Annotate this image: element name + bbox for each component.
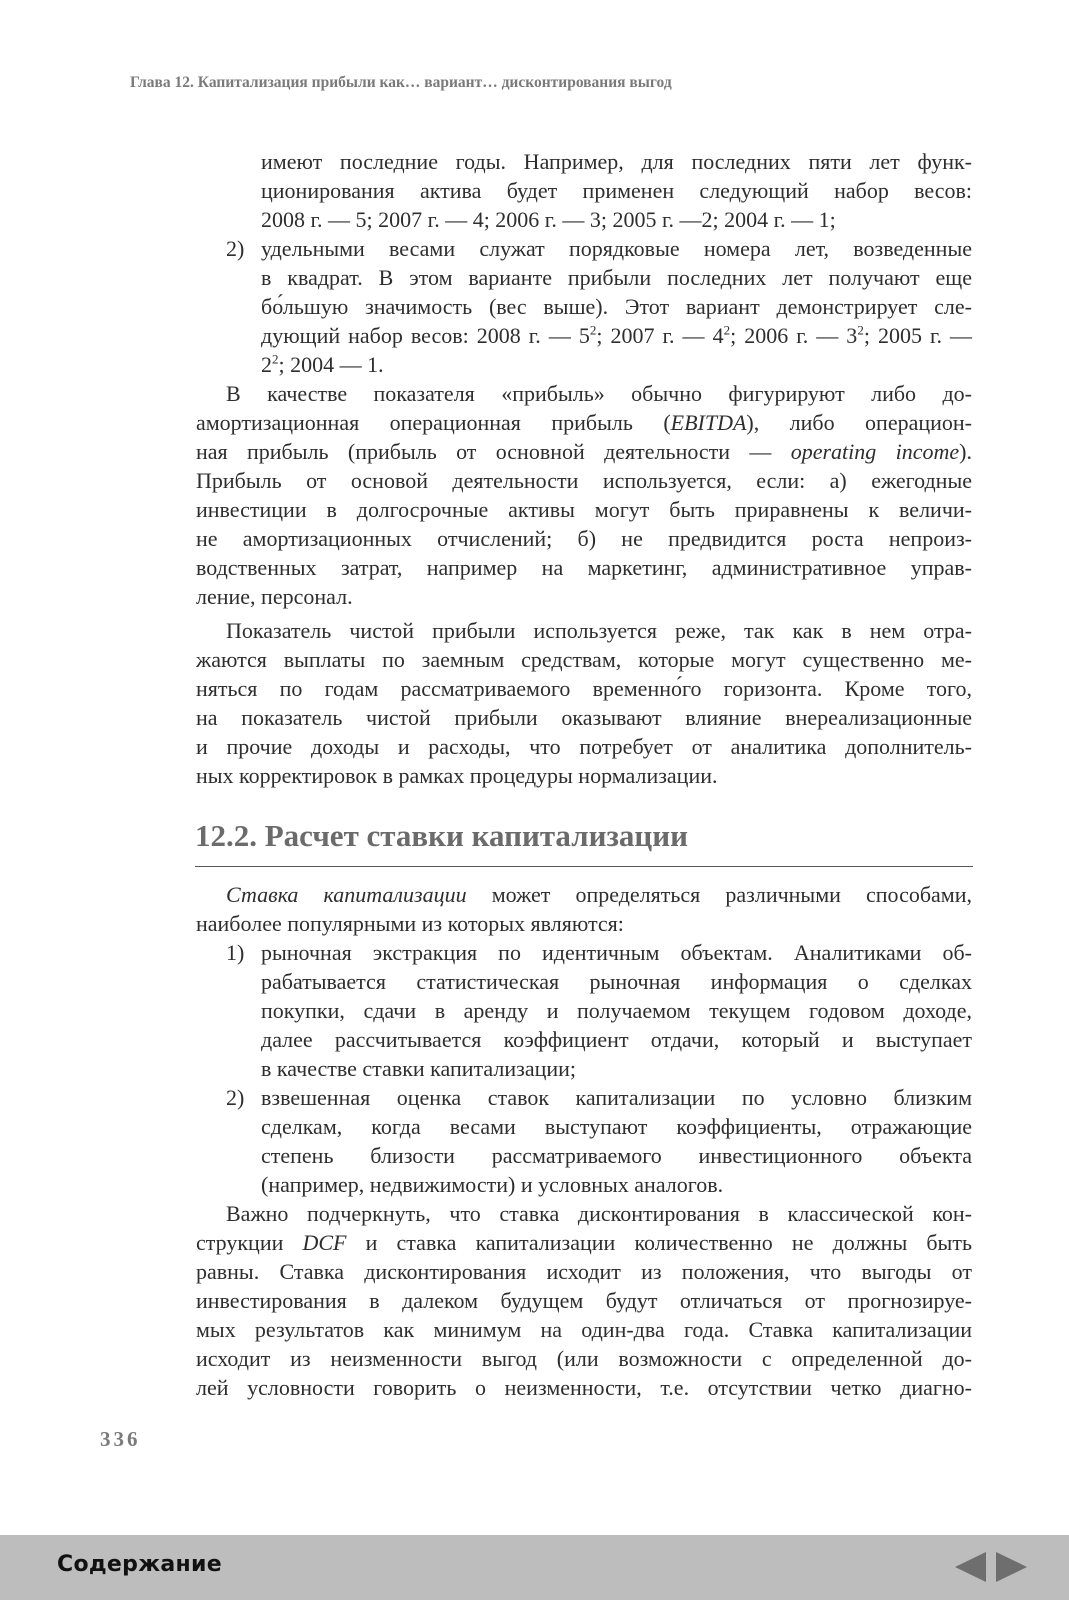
text-run: ; 2004 — 1. bbox=[278, 352, 384, 377]
paragraph-line: Показатель чистой прибыли используется реже, так как в нем отра- bbox=[226, 618, 972, 643]
list-item-continuation-line: имеют последние годы. Например, для последних пяти лет функ- bbox=[261, 149, 972, 174]
text-run: может определяться различными способами, bbox=[466, 882, 972, 907]
superscript: 2 bbox=[272, 351, 279, 367]
paragraph-line: ных корректировок в рамках процедуры нормализации. bbox=[196, 763, 718, 788]
paragraph-line: наиболее популярными из которых являются: bbox=[196, 911, 624, 936]
paragraph-line: мых результатов как минимум на один-два года. Ставка капитализации bbox=[196, 1317, 972, 1342]
page-number: 336 bbox=[100, 1427, 141, 1451]
list-item-line: в квадрат. В этом варианте прибыли последних лет получают еще bbox=[261, 265, 972, 290]
list-item-number: 2) bbox=[226, 1085, 245, 1110]
paragraph-line bbox=[196, 408, 972, 437]
heading-rule bbox=[195, 866, 973, 867]
text-run: ; 2007 г. — 4 bbox=[596, 323, 724, 348]
paragraph-line: водственных затрат, например на маркетинг, административное управ- bbox=[196, 555, 972, 580]
superscript: 2 bbox=[857, 322, 864, 338]
list-item-line bbox=[261, 350, 972, 379]
paragraph-line: не амортизационных отчислений; б) не предвидится роста непроиз- bbox=[196, 526, 972, 551]
list-item-number: 1) bbox=[226, 940, 245, 965]
text-run: ; 2006 г. — 3 bbox=[730, 323, 858, 348]
text-run: струкции bbox=[196, 1230, 303, 1255]
list-item-line: бо́льшую значимость (вес выше). Этот вариант демонстрирует сле- bbox=[261, 294, 972, 319]
section-heading: 12.2. Расчет ставки капитализации bbox=[195, 818, 689, 853]
paragraph-line: Важно подчеркнуть, что ставка дисконтирования в классической кон- bbox=[226, 1201, 972, 1226]
paragraph-line: ление, персонал. bbox=[196, 584, 353, 609]
paragraph-line bbox=[196, 437, 972, 466]
triangle-left-icon bbox=[953, 1550, 987, 1584]
paragraph-line: на показатель чистой прибыли оказывают влияние внереализационные bbox=[196, 705, 972, 730]
italic-term: Ставка капитализации bbox=[226, 882, 467, 907]
list-item-number: 2) bbox=[226, 236, 245, 261]
superscript: 2 bbox=[589, 322, 597, 338]
paragraph-line: исходит из неизменности выгод (или возможности с определенной до- bbox=[196, 1346, 972, 1371]
text-run: ная прибыль (прибыль от основной деятельности — bbox=[196, 439, 791, 464]
list-item-line: покупки, сдачи в аренду и получаемом текущем годовом доходе, bbox=[261, 998, 972, 1023]
previous-page-button[interactable] bbox=[953, 1550, 987, 1584]
list-item-line-weights bbox=[261, 321, 972, 350]
list-item-line: рабатывается статистическая рыночная информация о сделках bbox=[261, 969, 972, 994]
next-page-button[interactable] bbox=[995, 1550, 1029, 1584]
paragraph-line bbox=[226, 880, 972, 909]
running-title: Глава 12. Капитализация прибыли как… вариант… дисконтирования выгод bbox=[130, 74, 672, 91]
paragraph-line: инвестиции в долгосрочные активы могут быть приравнены к величи- bbox=[196, 497, 972, 522]
list-item-line: взвешенная оценка ставок капитализации по условно близким bbox=[261, 1085, 972, 1110]
text-run: и ставка капитализации количественно не должны быть bbox=[346, 1230, 972, 1255]
italic-term: operating income bbox=[790, 439, 960, 464]
list-item-line: удельными весами служат порядковые номера лет, возведенные bbox=[261, 236, 972, 261]
paragraph-line: В качестве показателя «прибыль» обычно фигурируют либо до- bbox=[226, 381, 972, 406]
list-item-line: далее рассчитывается коэффициент отдачи, который и выступает bbox=[261, 1027, 972, 1052]
list-item-line: сделкам, когда весами выступают коэффициенты, отражающие bbox=[261, 1114, 972, 1139]
text-run: 2 bbox=[261, 352, 272, 377]
superscript: 2 bbox=[723, 322, 731, 338]
italic-term: EBITDA bbox=[670, 410, 747, 435]
text-run: дующий набор весов: 2008 г. — 5 bbox=[261, 323, 590, 348]
list-item-continuation-line: ционирования актива будет применен следующий набор весов: bbox=[261, 178, 972, 203]
paragraph-line: няться по годам рассматриваемого временно́го горизонта. Кроме того, bbox=[196, 676, 972, 701]
paragraph-line: лей условности говорить о неизменности, т.е. отсутствии четко диагно- bbox=[196, 1375, 972, 1400]
paragraph-line: равны. Ставка дисконтирования исходит из положения, что выгоды от bbox=[196, 1259, 972, 1284]
text-run: ). bbox=[959, 439, 972, 464]
paragraph-line: инвестирования в далеком будущем будут отличаться от прогнозируе- bbox=[196, 1288, 972, 1313]
text-run: амортизационная операционная прибыль ( bbox=[196, 410, 671, 435]
italic-term: DCF bbox=[302, 1230, 347, 1255]
triangle-right-icon bbox=[995, 1550, 1029, 1584]
paragraph-line: и прочие доходы и расходы, что потребует от аналитика дополнитель- bbox=[196, 734, 972, 759]
paragraph-line bbox=[196, 1228, 972, 1257]
table-of-contents-link[interactable]: Содержание bbox=[57, 1552, 222, 1577]
list-item-continuation-line: 2008 г. — 5; 2007 г. — 4; 2006 г. — 3; 2005 г. —2; 2004 г. — 1; bbox=[261, 207, 836, 232]
text-run: ), либо операцион- bbox=[746, 410, 972, 435]
list-item-line: в качестве ставки капитализации; bbox=[261, 1056, 577, 1081]
list-item-line: степень близости рассматриваемого инвестиционного объекта bbox=[261, 1143, 972, 1168]
bottom-navigation-bar bbox=[0, 1535, 1069, 1600]
paragraph-line: жаются выплаты по заемным средствам, которые могут существенно ме- bbox=[196, 647, 972, 672]
list-item-line: рыночная экстракция по идентичным объектам. Аналитиками об- bbox=[261, 940, 972, 965]
list-item-line: (например, недвижимости) и условных аналогов. bbox=[261, 1172, 724, 1197]
paragraph-line: Прибыль от основой деятельности используется, если: а) ежегодные bbox=[196, 468, 972, 493]
text-run: ; 2005 г. — bbox=[863, 323, 973, 348]
